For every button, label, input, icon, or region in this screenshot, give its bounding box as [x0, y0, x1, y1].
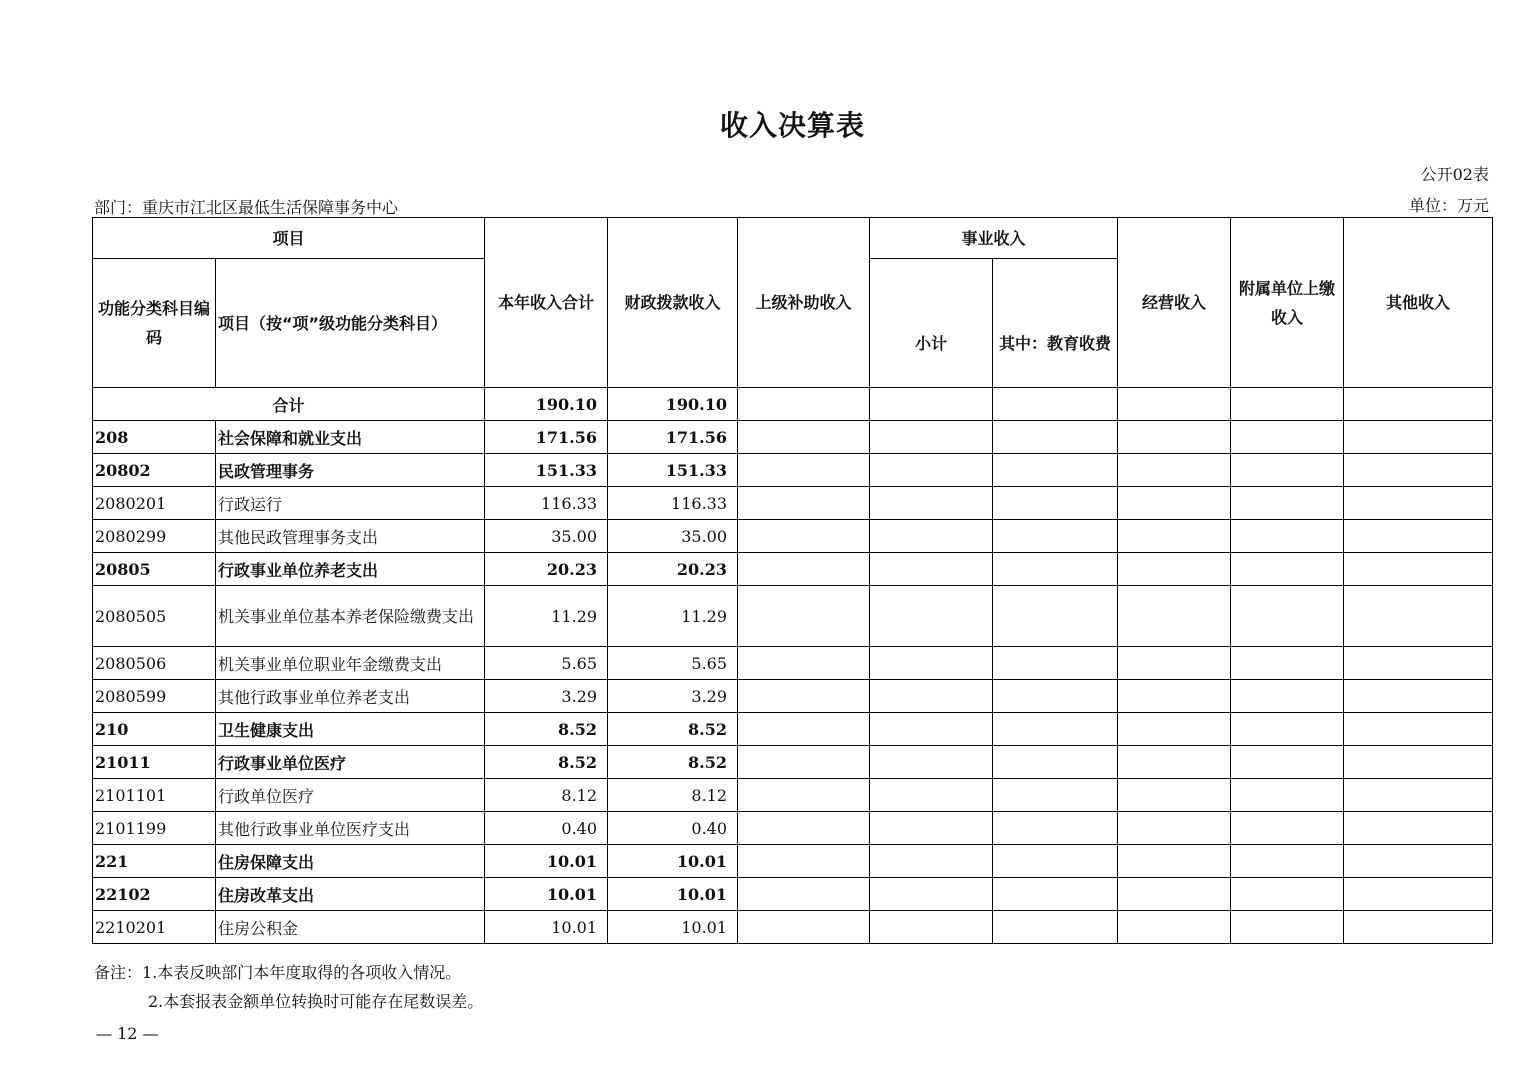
empty-cell	[1231, 812, 1344, 845]
table-row	[93, 812, 1493, 845]
row-code: 21011	[93, 746, 216, 779]
empty-cell	[1118, 746, 1231, 779]
empty-cell	[870, 487, 993, 520]
row-total-income: 8.52	[485, 746, 608, 779]
row-name: 行政事业单位医疗	[216, 746, 485, 779]
empty-cell	[993, 911, 1118, 944]
row-name: 其他行政事业单位养老支出	[216, 680, 485, 713]
empty-cell	[993, 845, 1118, 878]
table-row	[93, 454, 1493, 487]
empty-cell	[1118, 421, 1231, 454]
empty-cell	[1231, 878, 1344, 911]
row-total-income: 10.01	[485, 911, 608, 944]
row-name: 行政事业单位养老支出	[216, 553, 485, 586]
row-name: 机关事业单位职业年金缴费支出	[216, 647, 485, 680]
header-item: 项目	[93, 218, 485, 259]
empty-cell	[1231, 845, 1344, 878]
table-row	[93, 713, 1493, 746]
row-name: 行政运行	[216, 487, 485, 520]
empty-cell	[738, 647, 870, 680]
row-fiscal: 0.40	[608, 812, 738, 845]
row-fiscal: 20.23	[608, 553, 738, 586]
row-fiscal: 8.52	[608, 713, 738, 746]
header-fiscal: 财政拨款收入	[608, 218, 738, 388]
row-name: 住房公积金	[216, 911, 485, 944]
header-business: 事业收入	[870, 218, 1118, 259]
empty-cell	[1118, 487, 1231, 520]
row-fiscal: 10.01	[608, 878, 738, 911]
header-superior: 上级补助收入	[738, 218, 870, 388]
empty-cell	[870, 647, 993, 680]
empty-cell	[993, 553, 1118, 586]
row-name: 卫生健康支出	[216, 713, 485, 746]
empty-cell	[1344, 553, 1493, 586]
row-total-income: 151.33	[485, 454, 608, 487]
empty-cell	[1231, 553, 1344, 586]
empty-cell	[1118, 553, 1231, 586]
empty-cell	[1118, 647, 1231, 680]
row-total-income: 11.29	[485, 586, 608, 647]
row-name: 其他行政事业单位医疗支出	[216, 812, 485, 845]
empty-cell	[870, 553, 993, 586]
empty-cell	[1344, 878, 1493, 911]
empty-cell	[993, 421, 1118, 454]
empty-cell	[738, 911, 870, 944]
empty-cell	[1118, 911, 1231, 944]
table-row	[93, 845, 1493, 878]
page-title: 收入决算表	[719, 109, 865, 142]
empty-cell	[870, 454, 993, 487]
empty-cell	[1231, 586, 1344, 647]
row-total-income: 10.01	[485, 845, 608, 878]
total-row	[93, 388, 1493, 421]
row-total-income: 116.33	[485, 487, 608, 520]
form-code: 公开02表	[1420, 165, 1489, 184]
row-fiscal: 8.12	[608, 779, 738, 812]
empty-cell	[738, 520, 870, 553]
row-code: 208	[93, 421, 216, 454]
row-total-income: 8.52	[485, 713, 608, 746]
empty-cell	[738, 878, 870, 911]
empty-cell	[738, 454, 870, 487]
empty-cell	[870, 713, 993, 746]
empty-cell	[1231, 911, 1344, 944]
empty-cell	[993, 520, 1118, 553]
empty-cell	[738, 812, 870, 845]
row-code: 20805	[93, 553, 216, 586]
row-fiscal: 10.01	[608, 911, 738, 944]
empty-cell	[1231, 746, 1344, 779]
empty-cell	[993, 713, 1118, 746]
table-row	[93, 911, 1493, 944]
row-total-income: 10.01	[485, 878, 608, 911]
empty-cell	[993, 746, 1118, 779]
income-table	[92, 217, 1493, 944]
row-code: 2080506	[93, 647, 216, 680]
row-code: 22102	[93, 878, 216, 911]
empty-cell	[1344, 520, 1493, 553]
table-row	[93, 647, 1493, 680]
empty-cell	[738, 421, 870, 454]
empty-cell	[1231, 680, 1344, 713]
row-fiscal: 35.00	[608, 520, 738, 553]
empty-cell	[1231, 779, 1344, 812]
empty-cell	[993, 812, 1118, 845]
empty-cell	[1118, 586, 1231, 647]
row-name: 住房保障支出	[216, 845, 485, 878]
row-code: 210	[93, 713, 216, 746]
empty-cell	[1344, 680, 1493, 713]
row-name: 其他民政管理事务支出	[216, 520, 485, 553]
empty-cell	[993, 647, 1118, 680]
empty-cell	[993, 586, 1118, 647]
unit-label: 单位：万元	[1408, 196, 1489, 215]
row-code: 2080201	[93, 487, 216, 520]
empty-cell	[1231, 647, 1344, 680]
empty-cell	[993, 487, 1118, 520]
header-total-income: 本年收入合计	[485, 218, 608, 388]
empty-cell	[738, 487, 870, 520]
row-total-income: 0.40	[485, 812, 608, 845]
empty-cell	[870, 586, 993, 647]
header-affiliated: 附属单位上缴收入	[1231, 218, 1344, 388]
row-code: 2101199	[93, 812, 216, 845]
empty-cell	[870, 779, 993, 812]
empty-cell	[1344, 713, 1493, 746]
total-fiscal-value: 190.10	[608, 388, 738, 421]
row-code: 2101101	[93, 779, 216, 812]
empty-cell	[1118, 680, 1231, 713]
table-row	[93, 779, 1493, 812]
row-total-income: 8.12	[485, 779, 608, 812]
row-code: 2210201	[93, 911, 216, 944]
empty-cell	[1231, 520, 1344, 553]
empty-cell	[1344, 746, 1493, 779]
empty-cell	[870, 812, 993, 845]
empty-cell	[993, 779, 1118, 812]
empty-cell	[738, 680, 870, 713]
empty-cell	[1118, 812, 1231, 845]
row-code: 221	[93, 845, 216, 878]
header-other: 其他收入	[1344, 218, 1493, 388]
empty-cell	[1118, 520, 1231, 553]
empty-cell	[870, 845, 993, 878]
empty-cell	[1118, 779, 1231, 812]
empty-cell	[870, 911, 993, 944]
row-total-income: 5.65	[485, 647, 608, 680]
table-row	[93, 878, 1493, 911]
row-code: 2080599	[93, 680, 216, 713]
table-row	[93, 421, 1493, 454]
empty-cell	[738, 845, 870, 878]
row-fiscal: 5.65	[608, 647, 738, 680]
header-education: 其中：教育收费	[993, 259, 1118, 388]
header-subtotal: 小计	[870, 259, 993, 388]
empty-cell	[993, 680, 1118, 713]
row-name: 民政管理事务	[216, 454, 485, 487]
row-fiscal: 116.33	[608, 487, 738, 520]
row-name: 住房改革支出	[216, 878, 485, 911]
empty-cell	[1118, 845, 1231, 878]
empty-cell	[870, 746, 993, 779]
row-total-income: 35.00	[485, 520, 608, 553]
table-row	[93, 680, 1493, 713]
department-label: 部门：重庆市江北区最低生活保障事务中心	[94, 198, 399, 217]
row-fiscal: 8.52	[608, 746, 738, 779]
empty-cell	[1118, 878, 1231, 911]
empty-cell	[1344, 454, 1493, 487]
empty-cell	[1231, 454, 1344, 487]
empty-cell	[993, 454, 1118, 487]
notes	[94, 958, 483, 1016]
table-row	[93, 487, 1493, 520]
table-row	[93, 586, 1493, 647]
empty-cell	[870, 680, 993, 713]
empty-cell	[738, 779, 870, 812]
table-row	[93, 746, 1493, 779]
empty-cell	[870, 878, 993, 911]
row-fiscal: 10.01	[608, 845, 738, 878]
row-name: 社会保障和就业支出	[216, 421, 485, 454]
row-code: 20802	[93, 454, 216, 487]
row-fiscal: 171.56	[608, 421, 738, 454]
note-2: 2.本套报表金额单位转换时可能存在尾数误差。	[148, 992, 484, 1011]
header-operating: 经营收入	[1118, 218, 1231, 388]
note-1: 备注：1.本表反映部门本年度取得的各项收入情况。	[94, 963, 462, 982]
empty-cell	[870, 520, 993, 553]
empty-cell	[1344, 845, 1493, 878]
row-total-income: 20.23	[485, 553, 608, 586]
empty-cell	[1344, 779, 1493, 812]
row-code: 2080505	[93, 586, 216, 647]
empty-cell	[1344, 647, 1493, 680]
empty-cell	[1344, 421, 1493, 454]
page-number: — 12 —	[96, 1024, 159, 1043]
header-code: 功能分类科目编码	[93, 259, 216, 388]
empty-cell	[1118, 454, 1231, 487]
empty-cell	[738, 553, 870, 586]
table-row	[93, 553, 1493, 586]
empty-cell	[1344, 586, 1493, 647]
empty-cell	[1344, 911, 1493, 944]
header-name: 项目（按“项”级功能分类科目）	[216, 259, 485, 388]
table-row	[93, 520, 1493, 553]
empty-cell	[870, 421, 993, 454]
empty-cell	[1231, 487, 1344, 520]
empty-cell	[738, 586, 870, 647]
row-code: 2080299	[93, 520, 216, 553]
empty-cell	[1231, 421, 1344, 454]
empty-cell	[738, 746, 870, 779]
row-fiscal: 11.29	[608, 586, 738, 647]
row-fiscal: 151.33	[608, 454, 738, 487]
empty-cell	[993, 878, 1118, 911]
empty-cell	[1344, 812, 1493, 845]
empty-cell	[1344, 487, 1493, 520]
empty-cell	[738, 713, 870, 746]
total-label: 合计	[93, 388, 485, 421]
row-name: 机关事业单位基本养老保险缴费支出	[216, 586, 485, 647]
empty-cell	[1231, 713, 1344, 746]
row-total-income: 171.56	[485, 421, 608, 454]
total-income-value: 190.10	[485, 388, 608, 421]
empty-cell	[1118, 713, 1231, 746]
row-name: 行政单位医疗	[216, 779, 485, 812]
row-total-income: 3.29	[485, 680, 608, 713]
row-fiscal: 3.29	[608, 680, 738, 713]
